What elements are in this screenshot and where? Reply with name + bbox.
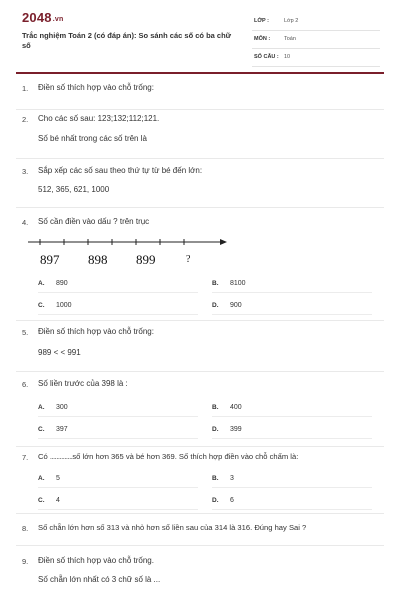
option-a[interactable]: A. 300 [38, 404, 68, 411]
meta-question-count: SỐ CÂU : 10 [252, 50, 380, 67]
question-5: 5. Điền số thích hợp vào chỗ trống: 989 < < 991 [16, 321, 384, 371]
option-b[interactable]: B. 400 [212, 404, 242, 411]
question-3: 3. Sắp xếp các số sau theo thứ tự từ bé đến lớn: 512, 365, 621, 1000 [16, 159, 384, 207]
number-line-label: 899 [136, 252, 156, 267]
question-4: 4. Số cần điền vào dấu ? trên trục A. 890 B. 8100 C. 1000 D. 900 [16, 208, 384, 320]
option-c[interactable]: C. 4 [38, 497, 60, 504]
option-c[interactable]: C. 397 [38, 426, 68, 433]
question-1: 1. Điền số thích hợp vào chỗ trống: [16, 74, 384, 110]
meta-class: LỚP : Lớp 2 [252, 14, 380, 31]
option-d[interactable]: D. 6 [212, 497, 234, 504]
question-6: 6. Số liền trước của 398 là : A. 300 B. 400 C. 397 D. 399 [16, 372, 384, 446]
option-c[interactable]: C. 1000 [38, 302, 72, 309]
question-7: 7. Có ..............số lớn hơn 365 và bé hơn 369. Số thích hợp điền vào chỗ chấm là: A. 5 B. 3 C. 4 D. 6 [16, 447, 384, 513]
option-d[interactable]: D. 900 [212, 302, 242, 309]
meta-subject: MÔN : Toán [252, 32, 380, 49]
option-a[interactable]: A. 890 [38, 280, 68, 287]
number-line-label: 897 [40, 252, 60, 267]
option-b[interactable]: B. 3 [212, 475, 234, 482]
number-line-label: 898 [88, 252, 108, 267]
number-line [24, 232, 234, 272]
question-2: 2. Cho các số sau: 123;132;112;121. Số bé nhất trong các số trên là [16, 110, 384, 158]
number-line-unknown: ? [186, 254, 191, 265]
number-line-axis [24, 232, 234, 252]
site-logo[interactable]: 2048.vn [22, 10, 64, 25]
quiz-title: Trắc nghiệm Toán 2 (có đáp án): So sánh các số có ba chữ số [22, 31, 232, 50]
option-a[interactable]: A. 5 [38, 475, 60, 482]
page-header [0, 0, 400, 72]
question-8: 8. Số chẵn lớn hơn số 313 và nhỏ hơn số liền sau của 314 là 316. Đúng hay Sai ? [16, 514, 384, 545]
option-b[interactable]: B. 8100 [212, 280, 246, 287]
question-9: 9. Điền số thích hợp vào chỗ trống. Số chẵn lớn nhất có 3 chữ số là ... [22, 556, 161, 584]
quiz-meta [252, 14, 380, 68]
option-d[interactable]: D. 399 [212, 426, 242, 433]
